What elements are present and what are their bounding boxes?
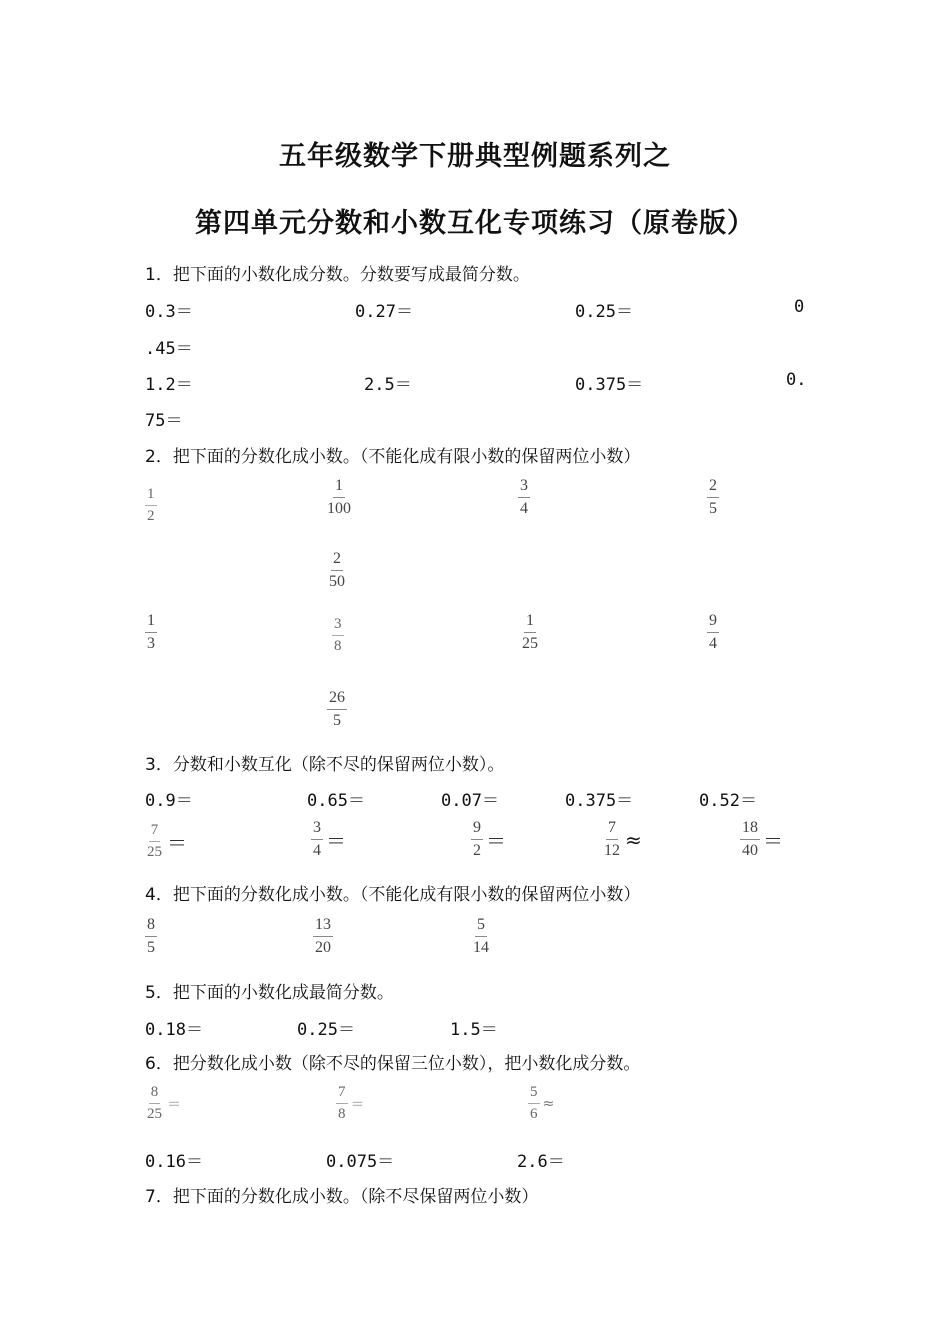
q2-fraction: 1 25 [522,612,538,652]
q3-fraction: 9 2 ＝ [473,819,506,859]
q3-decimal: 0.9＝ [145,791,193,811]
q6-fraction: 8 25 ＝ [147,1084,181,1122]
q1-item: 0.27＝ [355,302,413,322]
q1-item: 75＝ [145,411,183,431]
q2-fraction: 3 8 [334,616,342,654]
q6-item: 2.6＝ [517,1152,565,1172]
q1-item: 0.3＝ [145,302,193,322]
q1-item: 0. [786,370,807,390]
q3-decimal: 0.375＝ [565,791,634,811]
question-6-heading: 6．把分数化成小数（除不尽的保留三位小数），把小数化成分数。 [145,1054,641,1074]
q3-fraction: 3 4 ＝ [313,819,346,859]
q2-fraction: 1 3 [147,612,155,652]
q1-item: 2.5＝ [364,375,412,395]
q1-item: .45＝ [145,339,193,359]
q4-fraction: 5 14 [473,916,489,956]
question-5-heading: 5．把下面的小数化成最简分数。 [145,983,394,1003]
q2-fraction: 1 2 [147,486,155,524]
question-4-heading: 4．把下面的分数化成小数。（不能化成有限小数的保留两位小数） [145,885,641,905]
q1-item: 0.375＝ [575,375,644,395]
question-2-heading: 2．把下面的分数化成小数。（不能化成有限小数的保留两位小数） [145,447,641,467]
q3-fraction: $\frac{7}{12}$ ≈ [604,819,642,859]
q3-decimal: 0.52＝ [699,791,757,811]
q2-fraction: 1 100 [327,477,351,517]
title-line-1: 五年级数学下册典型例题系列之 [279,141,671,172]
q5-item: 0.18＝ [145,1020,203,1040]
question-7-heading: 7．把下面的分数化成小数。（除不尽保留两位小数） [145,1187,539,1207]
q6-item: 0.16＝ [145,1152,203,1172]
title-line-2: 第四单元分数和小数互化专项练习（原卷版） [195,208,755,239]
q6-fraction: 7 8 ＝ [338,1084,365,1122]
q3-fraction: 18 40 ＝ [742,819,783,859]
question-1-heading: 1．把下面的小数化成分数。分数要写成最简分数。 [145,265,530,285]
q4-fraction: 13 20 [315,916,331,956]
q3-fraction: 7 25 ＝ [147,822,187,860]
q3-decimal: 0.07＝ [441,791,499,811]
q6-item: 0.075＝ [326,1152,395,1172]
question-3-heading: 3．分数和小数互化（除不尽的保留两位小数）。 [145,755,505,775]
q3-decimal: 0.65＝ [307,791,365,811]
q5-item: 1.5＝ [450,1020,498,1040]
q6-fraction: $\frac{5}{6}$ ≈ [530,1084,555,1122]
q1-item: 1.2＝ [145,375,193,395]
q2-fraction: 9 4 [709,612,717,652]
q4-fraction: 8 5 [147,916,155,956]
q1-item: 0.25＝ [575,302,633,322]
q2-fraction: 3 4 [520,477,528,517]
q2-fraction: 2 5 [709,477,717,517]
q2-fraction: 2 50 [329,550,345,590]
q5-item: 0.25＝ [297,1020,355,1040]
q1-item: 0 [794,297,805,317]
q2-fraction: 26 5 [329,689,345,729]
